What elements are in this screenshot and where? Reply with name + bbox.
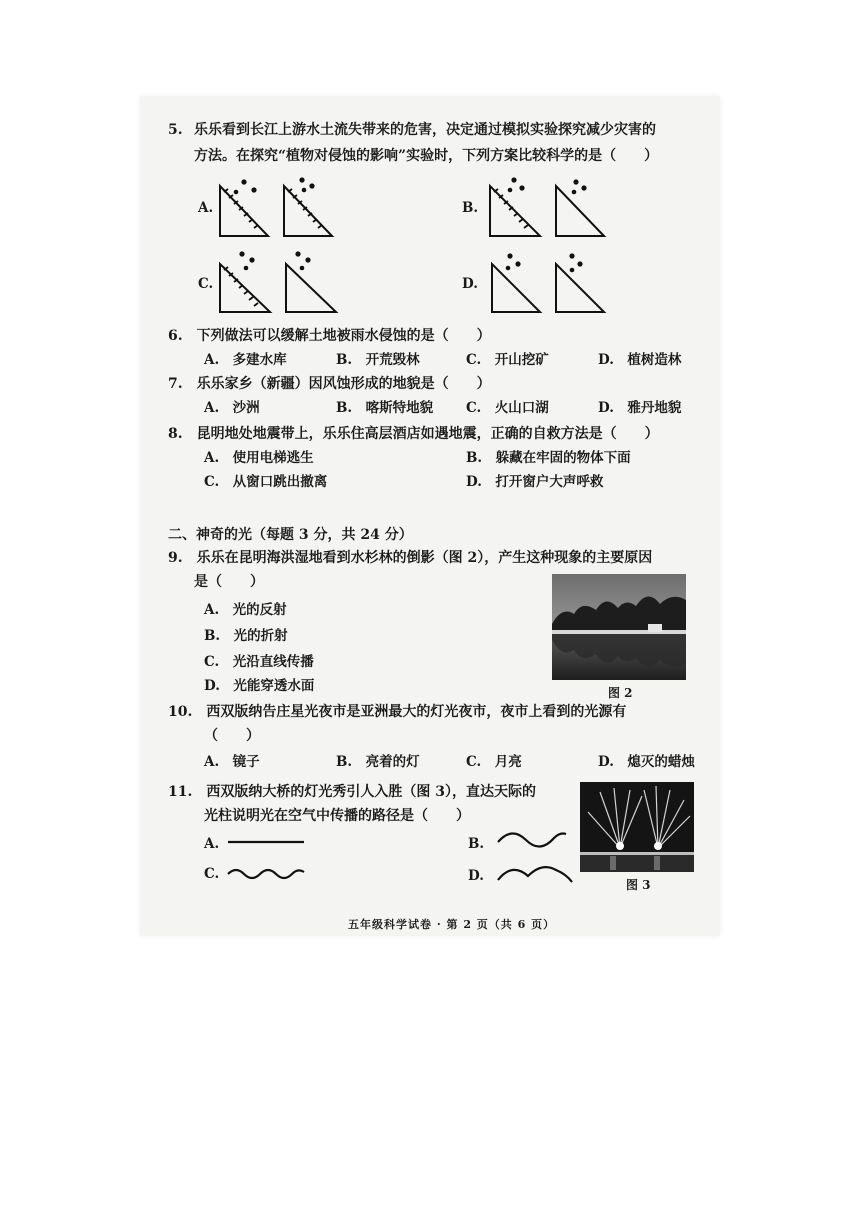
rain-drops-icon xyxy=(569,253,582,272)
slope-bare-icon xyxy=(492,264,540,312)
q5-option-a-label[interactable]: A. xyxy=(198,200,214,216)
q9-option-b[interactable]: B. 光的折射 xyxy=(204,628,288,644)
q9-stem-line2: 是（ ） xyxy=(194,574,264,590)
q10-stem-line1: 10. 西双版纳告庄星光夜市是亚洲最大的灯光夜市，夜市上看到的光源有 xyxy=(168,704,627,720)
q7-option-c[interactable]: C. 火山口湖 xyxy=(466,400,549,416)
q5-option-b-figure[interactable] xyxy=(484,172,624,242)
q11-option-a-label[interactable]: A. xyxy=(204,836,220,852)
q10-option-d[interactable]: D. 熄灭的蜡烛 xyxy=(598,754,695,770)
slope-bare-icon xyxy=(556,264,604,312)
slope-with-plants-icon xyxy=(284,186,332,236)
q5-option-c-label[interactable]: C. xyxy=(198,276,214,292)
arc-line-icon xyxy=(498,867,572,882)
q11-option-d-label[interactable]: D. xyxy=(468,868,484,884)
q9-stem-line1: 9. 乐乐在昆明海洪湿地看到水杉林的倒影（图 2），产生这种现象的主要原因 xyxy=(168,550,653,566)
q7-option-a[interactable]: A. 沙洲 xyxy=(204,400,260,416)
rain-drops-icon xyxy=(299,177,314,192)
q11-option-d-figure[interactable] xyxy=(494,860,578,888)
q5-option-b-label[interactable]: B. xyxy=(462,200,479,216)
rain-drops-icon xyxy=(506,253,521,270)
wave-line-icon xyxy=(228,870,304,878)
q9-option-a[interactable]: A. 光的反射 xyxy=(204,602,287,618)
slope-bare-icon xyxy=(286,264,336,312)
rain-drops-icon xyxy=(234,179,257,194)
q11-stem-line1: 11. 西双版纳大桥的灯光秀引人入胜（图 3），直达天际的 xyxy=(168,784,536,800)
rain-drops-icon xyxy=(508,177,525,192)
slope-with-plants-icon xyxy=(490,186,540,236)
q9-option-d[interactable]: D. 光能穿透水面 xyxy=(204,678,315,694)
q5-stem-line2: 方法。在探究“植物对侵蚀的影响”实验时，下列方案比较科学的是（ ） xyxy=(194,148,659,164)
figure-2-caption: 图 2 xyxy=(608,686,633,700)
q10-option-a[interactable]: A. 镜子 xyxy=(204,754,260,770)
figure-3-caption: 图 3 xyxy=(626,878,651,892)
q6-option-c[interactable]: C. 开山挖矿 xyxy=(466,352,549,368)
page-footer: 五年级科学试卷 · 第 2 页（共 6 页） xyxy=(348,918,556,931)
q7-option-d[interactable]: D. 雅丹地貌 xyxy=(598,400,682,416)
q10-option-b[interactable]: B. 亮着的灯 xyxy=(336,754,420,770)
q11-option-b-label[interactable]: B. xyxy=(468,836,485,852)
q11-stem-line2: 光柱说明光在空气中传播的路径是（ ） xyxy=(204,808,470,824)
section-2-title: 二、神奇的光（每题 3 分，共 24 分） xyxy=(168,527,413,543)
slope-with-plants-icon xyxy=(220,264,270,312)
q5-number: 5. xyxy=(168,122,183,138)
rain-drops-icon xyxy=(295,251,310,270)
q7-option-b[interactable]: B. 喀斯特地貌 xyxy=(336,400,434,416)
slope-bare-icon xyxy=(556,186,604,236)
q8-option-a[interactable]: A. 使用电梯逃生 xyxy=(204,450,314,466)
q8-option-c[interactable]: C. 从窗口跳出撤离 xyxy=(204,474,328,490)
q6-option-b[interactable]: B. 开荒毁林 xyxy=(336,352,420,368)
figure-2-photo xyxy=(552,574,686,680)
figure-3-photo xyxy=(580,782,694,872)
q5-option-d-label[interactable]: D. xyxy=(462,276,478,292)
q10-option-c[interactable]: C. 月亮 xyxy=(466,754,522,770)
slope-with-plants-icon xyxy=(220,186,268,236)
q5-option-a-figure[interactable] xyxy=(216,172,356,242)
q11-option-a-figure[interactable] xyxy=(224,836,314,850)
q5-stem-line1: 乐乐看到长江上游水土流失带来的危害，决定通过模拟实验探究减少灾害的 xyxy=(194,122,656,138)
q8-option-b[interactable]: B. 躲藏在牢固的物体下面 xyxy=(466,450,631,466)
rain-drops-icon xyxy=(239,251,254,270)
rain-drops-icon xyxy=(572,179,587,194)
q5-option-d-figure[interactable] xyxy=(484,246,624,318)
wave-line-icon xyxy=(498,833,566,846)
q6-option-a[interactable]: A. 多建水库 xyxy=(204,352,287,368)
q8-option-d[interactable]: D. 打开窗户大声呼救 xyxy=(466,474,604,490)
q10-stem-line2: （ ） xyxy=(204,728,260,744)
q6-option-d[interactable]: D. 植树造林 xyxy=(598,352,682,368)
q9-option-c[interactable]: C. 光沿直线传播 xyxy=(204,654,314,670)
q6-stem: 6. 下列做法可以缓解土地被雨水侵蚀的是（ ） xyxy=(168,328,491,344)
q11-option-c-label[interactable]: C. xyxy=(204,866,220,882)
q7-stem: 7. 乐乐家乡（新疆）因风蚀形成的地貌是（ ） xyxy=(168,376,491,392)
q8-stem: 8. 昆明地处地震带上，乐乐住高层酒店如遇地震，正确的自救方法是（ ） xyxy=(168,426,659,442)
q5-option-c-figure[interactable] xyxy=(216,246,356,318)
q11-option-b-figure[interactable] xyxy=(494,826,574,852)
q11-option-c-figure[interactable] xyxy=(224,864,314,884)
